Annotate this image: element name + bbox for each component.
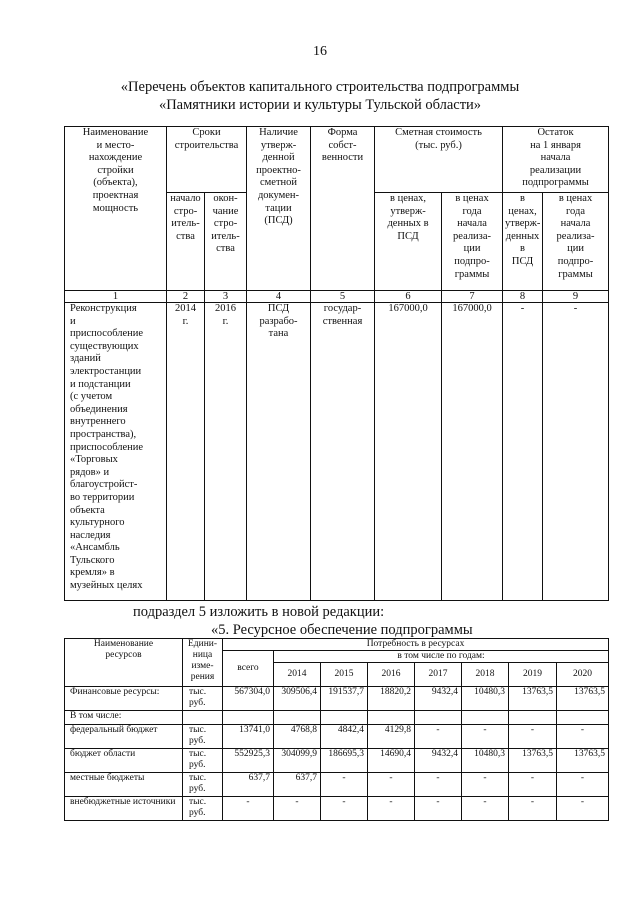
header-year: 2017 [415, 663, 462, 687]
resource-year-value: - [415, 797, 462, 821]
resource-year-value [415, 711, 462, 725]
resource-total: 637,7 [223, 773, 274, 797]
column-number: 3 [205, 291, 247, 303]
resource-year-value [274, 711, 321, 725]
object-cost-psd: 167000,0 [375, 303, 442, 601]
header-end: окон- чание стро- итель- ства [205, 193, 247, 291]
column-number: 1 [65, 291, 167, 303]
resources-table [64, 638, 609, 821]
header-terms: Сроки строительства [167, 127, 247, 193]
resource-year-value: 18820,2 [368, 687, 415, 711]
header-name: Наименование и место- нахождение стройки (объекта), проектная мощность [65, 127, 167, 291]
column-number: 2 [167, 291, 205, 303]
resource-year-value: 309506,4 [274, 687, 321, 711]
resource-year-value: 14690,4 [368, 749, 415, 773]
header-cost-psd: в ценах, утверж- денных в ПСД [375, 193, 442, 291]
resource-name: Финансовые ресурсы: [65, 687, 183, 711]
resource-year-value: 10480,3 [462, 687, 509, 711]
resource-year-value: - [557, 773, 609, 797]
construction-objects-table [64, 126, 609, 601]
resource-year-value: 4768,8 [274, 725, 321, 749]
resource-year-value: 13763,5 [509, 687, 557, 711]
resource-year-value [557, 711, 609, 725]
header-year: 2014 [274, 663, 321, 687]
object-psd: ПСД разрабо- тана [247, 303, 311, 601]
document-title-line1: «Перечень объектов капитального строительства подпрограммы [120, 79, 520, 95]
resource-year-value: - [462, 797, 509, 821]
resource-row [65, 725, 609, 749]
resource-year-value: - [321, 773, 368, 797]
column-number: 7 [442, 291, 503, 303]
resource-unit: тыс. руб. [183, 749, 223, 773]
resource-year-value: - [557, 797, 609, 821]
object-remain-psd: - [503, 303, 543, 601]
resource-year-value: 4842,4 [321, 725, 368, 749]
resource-unit: тыс. руб. [183, 797, 223, 821]
resource-year-value: 13763,5 [557, 749, 609, 773]
object-remain-year: - [543, 303, 609, 601]
resource-total: - [223, 797, 274, 821]
resource-year-value: 9432,4 [415, 749, 462, 773]
object-end: 2016 г. [205, 303, 247, 601]
header-year: 2019 [509, 663, 557, 687]
resource-year-value [368, 711, 415, 725]
header-need: Потребность в ресурсах [223, 639, 609, 651]
resource-year-value: 304099,9 [274, 749, 321, 773]
resource-year-value: 4129,8 [368, 725, 415, 749]
resource-year-value: - [462, 725, 509, 749]
resource-row [65, 749, 609, 773]
column-numbers-row [65, 291, 609, 303]
resource-unit [183, 711, 223, 725]
header-total: всего [223, 651, 274, 687]
object-start: 2014 г. [167, 303, 205, 601]
resource-name: федеральный бюджет [65, 725, 183, 749]
resource-year-value: - [509, 725, 557, 749]
resource-row [65, 773, 609, 797]
resource-year-value: 9432,4 [415, 687, 462, 711]
resource-year-value [509, 711, 557, 725]
header-cost-year: в ценах года начала реализа- ции подпро- граммы [442, 193, 503, 291]
header-resource-name: Наименование ресурсов [65, 639, 183, 687]
header-year: 2015 [321, 663, 368, 687]
resource-row [65, 797, 609, 821]
resource-year-value: - [462, 773, 509, 797]
header-cost: Сметная стоимость (тыс. руб.) [375, 127, 503, 193]
column-number: 6 [375, 291, 442, 303]
resource-total: 552925,3 [223, 749, 274, 773]
resource-name: бюджет области [65, 749, 183, 773]
subsection-instruction: подраздел 5 изложить в новой редакции: [133, 604, 385, 620]
column-number: 4 [247, 291, 311, 303]
header-remain-year: в ценах года начала реализа- ции подпро- граммы [543, 193, 609, 291]
resource-year-value: - [509, 797, 557, 821]
resource-total: 567304,0 [223, 687, 274, 711]
resource-year-value: - [415, 773, 462, 797]
resource-year-value [321, 711, 368, 725]
object-name: Реконструкция и приспособление существующих зданий электростанции и подстанции (с учетом объединения внутреннего пространства), приспособление «Торговых рядов» и благоустройст- во территории объекта культурного наследия «Ансамбль Тульского кремля» в музейных целях [65, 303, 167, 601]
resource-total [223, 711, 274, 725]
header-remain: Остаток на 1 января начала реализации подпрограммы [503, 127, 609, 193]
resource-total: 13741,0 [223, 725, 274, 749]
resource-year-value: - [368, 797, 415, 821]
header-year: 2016 [368, 663, 415, 687]
column-number: 8 [503, 291, 543, 303]
header-year: 2020 [557, 663, 609, 687]
resource-year-value: - [415, 725, 462, 749]
object-ownership: государ- ственная [311, 303, 375, 601]
resource-unit: тыс. руб. [183, 725, 223, 749]
resource-row [65, 687, 609, 711]
resource-year-value: 10480,3 [462, 749, 509, 773]
subsection-heading: «5. Ресурсное обеспечение подпрограммы [211, 622, 473, 638]
column-number: 9 [543, 291, 609, 303]
page-number: 16 [313, 44, 327, 59]
resource-unit: тыс. руб. [183, 687, 223, 711]
resource-name: местные бюджеты [65, 773, 183, 797]
header-unit: Едини- ница изме- рения [183, 639, 223, 687]
resource-year-value: 13763,5 [557, 687, 609, 711]
object-row [65, 303, 609, 601]
resource-unit: тыс. руб. [183, 773, 223, 797]
resource-year-value: - [368, 773, 415, 797]
object-cost-year: 167000,0 [442, 303, 503, 601]
resource-year-value: 191537,7 [321, 687, 368, 711]
header-psd: Наличие утверж- денной проектно- сметной докумен- тации (ПСД) [247, 127, 311, 291]
resource-year-value: - [557, 725, 609, 749]
document-title-line2: «Памятники истории и культуры Тульской области» [158, 97, 482, 113]
resource-year-value: - [274, 797, 321, 821]
resource-year-value: 13763,5 [509, 749, 557, 773]
header-by-year: в том числе по годам: [274, 651, 609, 663]
resource-year-value: - [321, 797, 368, 821]
header-start: начало стро- итель- ства [167, 193, 205, 291]
header-remain-psd: в ценах, утверж- денных в ПСД [503, 193, 543, 291]
resource-name: В том числе: [65, 711, 183, 725]
column-number: 5 [311, 291, 375, 303]
header-year: 2018 [462, 663, 509, 687]
resource-year-value [462, 711, 509, 725]
resource-year-value: 186695,3 [321, 749, 368, 773]
resource-year-value: - [509, 773, 557, 797]
resource-name: внебюджетные источники [65, 797, 183, 821]
resource-row [65, 711, 609, 725]
resource-year-value: 637,7 [274, 773, 321, 797]
header-ownership: Форма собст- венности [311, 127, 375, 291]
